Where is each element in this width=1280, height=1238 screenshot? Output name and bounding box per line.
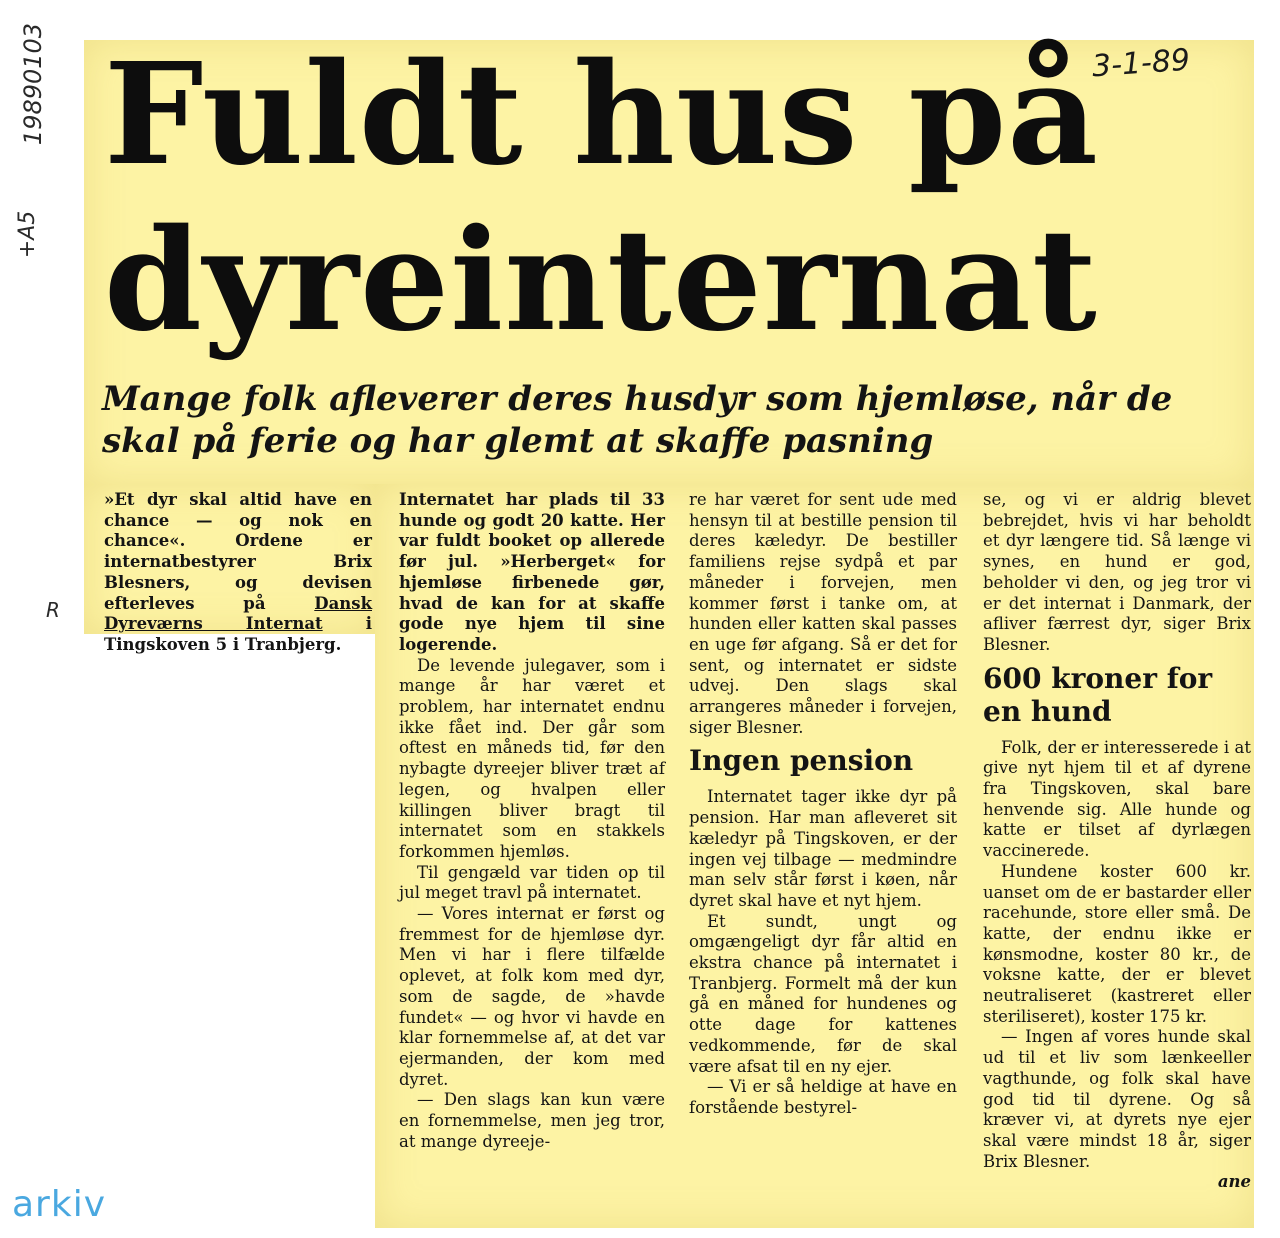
col2-paragraph-5: — Den slags kan kun være en fornemmelse, men jeg tror, at mange dyreeje- xyxy=(399,1090,665,1151)
intro-end: i Tingskoven 5 i Tranbjerg. xyxy=(104,614,373,654)
subheadline: Mange folk afleverer deres husdyr som hjemløse, når de skal på ferie og har glemt at skaffe pasning xyxy=(102,379,1173,461)
col3-paragraph-4: — Vi er så heldige at have en forstående bestyrel- xyxy=(689,1077,957,1117)
col2-paragraph-1: Internatet har plads til 33 hunde og godt 20 katte. Her var fuldt booket op allerede før jul. »Herberget« for hjemløse firbenede gør, hvad de kan for at skaffe gode nye hjem til sine logerende. xyxy=(399,490,665,654)
article-column-2 xyxy=(399,490,665,1153)
r-mark-note: R xyxy=(46,598,60,622)
intro-text: »Et dyr skal altid have en chance — og nok en chance«. Ordene er internatbestyrer Brix Blesners, og devisen efterleves på xyxy=(104,490,372,613)
col3-paragraph-1: re har været for sent ude med hensyn til at bestille pension til deres kæledyr. De bestiller familiens rejse sydpå et par måneder i forvejen, men kommer først i tanke om, at hunden eller katten skal passes en uge før afgang. Så er det for sent, og internatet er sidste udvej. Den slags skal arrangeres måneder i forvejen, siger Blesner. xyxy=(689,490,957,737)
col4-paragraph-1: se, og vi er aldrig blevet bebrejdet, hvis vi har beholdt et dyr længere tid. Så længe vi synes, en hund er god, beholder vi den, og jeg tror vi er det internat i Danmark, der afliver færrest dyr, siger Brix Blesner. xyxy=(983,490,1251,654)
subhead-600-kroner: 600 kroner for en hund xyxy=(983,661,1213,728)
intro-paragraph xyxy=(104,490,372,656)
col2-paragraph-3: Til gengæld var tiden op til jul meget travl på internatet. xyxy=(399,862,665,903)
col4-paragraph-3: Hundene koster 600 kr. uanset om de er bastarder eller racehunde, store eller små. De katte, der endnu ikke er kønsmodne, koster 80 kr., de voksne katte, der er blevet neutraliseret (kastreret eller steriliseret), koster 175 kr. xyxy=(983,861,1251,1026)
col3-paragraph-2: Internatet tager ikke dyr på pension. Har man afleveret sit kæledyr på Tingskoven, er der ingen vej tilbage — medmindre man selv står først i køen, når dyret skal have et nyt hjem. xyxy=(689,787,957,910)
col2-paragraph-4: — Vores internat er først og fremmest for de hjemløse dyr. Men vi har i flere tilfælde oplevet, at folk kom med dyr, som de sagde, de »havde fundet« — og hvor vi havde en klar fornemmelse af, at det var ejermanden, der kom med dyret. xyxy=(399,904,665,1089)
subhead-ingen-pension: Ingen pension xyxy=(689,744,914,778)
article-column-4 xyxy=(983,490,1251,1193)
col3-paragraph-3: Et sundt, ungt og omgængeligt dyr får altid en ekstra chance på internatet i Tranbjerg. Formelt må der kun gå en måned for hundenes og otte dage for kattenes vedkommende, før de skal være afsat til en ny ejer. xyxy=(689,911,957,1076)
col4-paragraph-2: Folk, der er interesserede i at give nyt hjem til et af dyrene fra Tingskoven, skal bare henvende sig. Alle hunde og katte er tilset af dyrlægen vaccinerede. xyxy=(983,737,1251,861)
watermark-logo: arkiv xyxy=(12,1184,107,1225)
headline-line-2: dyreinternat xyxy=(104,199,1098,363)
archive-number-note: 19890103 xyxy=(19,22,48,146)
article-column-1 xyxy=(104,490,372,656)
article-column-3 xyxy=(689,490,957,1119)
byline: ane xyxy=(1217,1172,1251,1192)
headline-line-1: Fuldt hus på xyxy=(104,33,1099,197)
col4-paragraph-4: — Ingen af vores hunde skal ud til et liv som lænkeeller vagthunde, og folk skal have god tid til dyrene. Og så kræver vi, at dyrets nye ejer skal være mindst 18 år, siger Brix Blesner. xyxy=(983,1027,1251,1171)
col2-paragraph-2: De levende julegaver, som i mange år har været et problem, har internatet endnu ikke fået ind. Der går som oftest en måneds tid, før den nybagte dyreejer bliver træt af legen, og hvalpen eller killingen bliver bragt til internatet som en stakkels forkommen hjemløs. xyxy=(399,655,665,861)
handwritten-date: 3-1-89 xyxy=(1090,42,1192,85)
intro-underlined: Dansk Dyreværns Internat xyxy=(104,593,372,634)
initials-note: +A5 xyxy=(15,210,41,259)
